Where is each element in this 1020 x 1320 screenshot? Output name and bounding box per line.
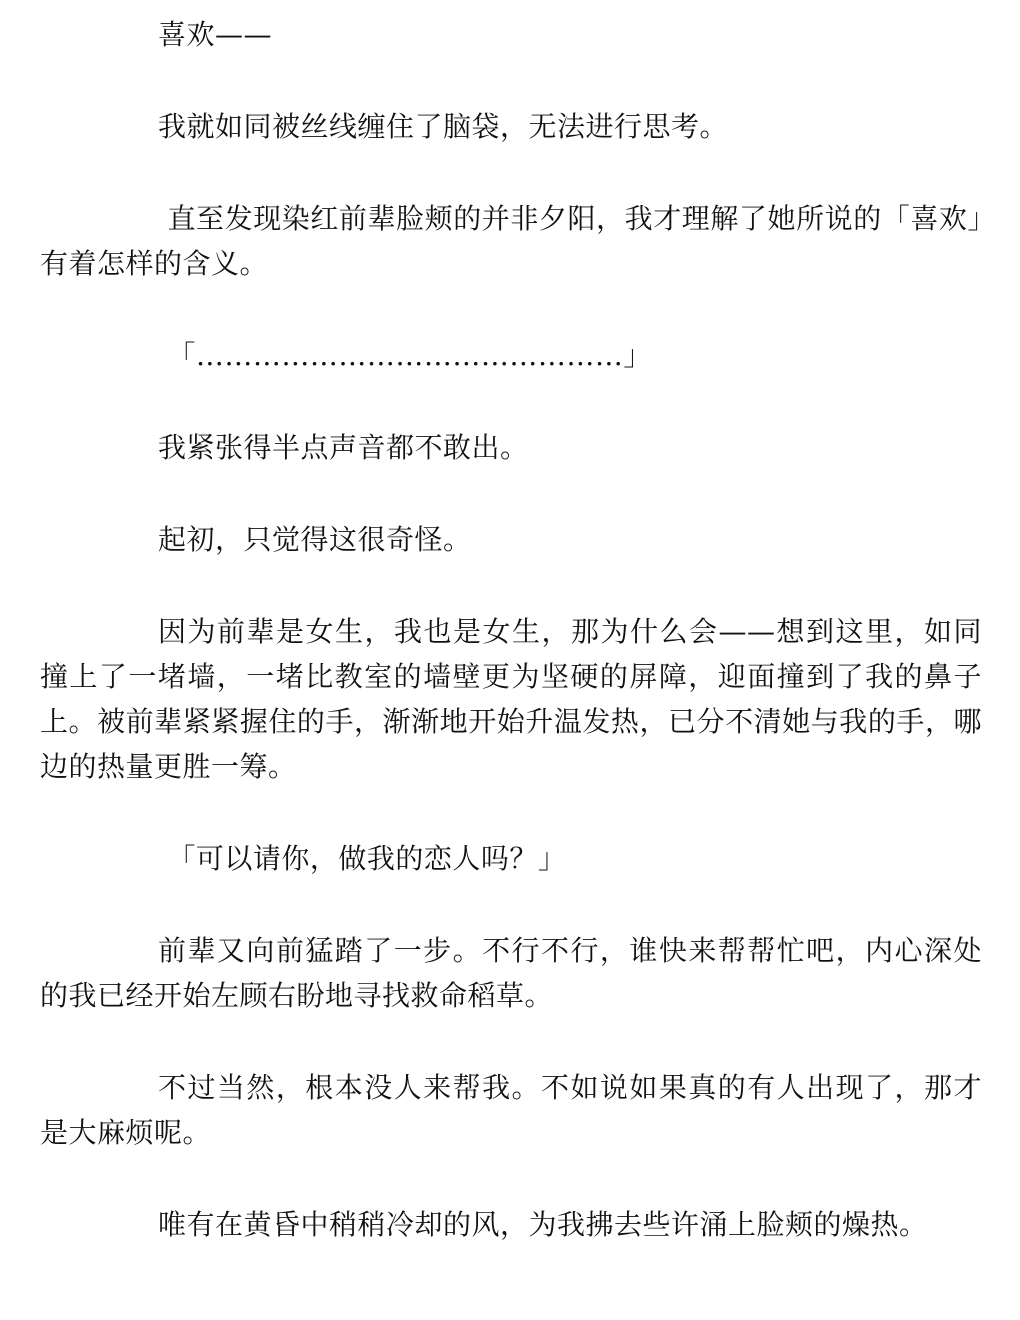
paragraph: 喜欢—— [158, 18, 273, 51]
paragraph: 我紧张得半点声音都不敢出。 [158, 431, 529, 464]
document-page [40, 12, 982, 1294]
paragraph: 直至发现染红前辈脸颊的并非夕阳，我才理解了她所说的「喜欢」有着怎样的含义。 [40, 202, 982, 280]
paragraph: 因为前辈是女生，我也是女生，那为什么会——想到这里，如同撞上了一堵墙，一堵比教室的墙壁更为坚硬的屏障，迎面撞到了我的鼻子上。被前辈紧紧握住的手，渐渐地开始升温发热，已分不清她与我的手，哪边的热量更胜一筹。 [40, 615, 982, 783]
paragraph: 起初，只觉得这很奇怪。 [158, 523, 472, 556]
dialogue-line: 「可以请你，做我的恋人吗？」 [158, 842, 567, 875]
paragraph: 前辈又向前猛踏了一步。不行不行，谁快来帮帮忙吧，内心深处的我已经开始左顾右盼地寻找救命稻草。 [40, 934, 982, 1012]
paragraph: 唯有在黄昏中稍稍冷却的风，为我拂去些许涌上脸颊的燥热。 [158, 1208, 928, 1241]
dialogue-line: 「………………………………………」 [158, 339, 652, 372]
paragraph: 不过当然，根本没人来帮我。不如说如果真的有人出现了，那才是大麻烦呢。 [40, 1071, 982, 1149]
paragraph: 我就如同被丝线缠住了脑袋，无法进行思考。 [158, 110, 729, 143]
